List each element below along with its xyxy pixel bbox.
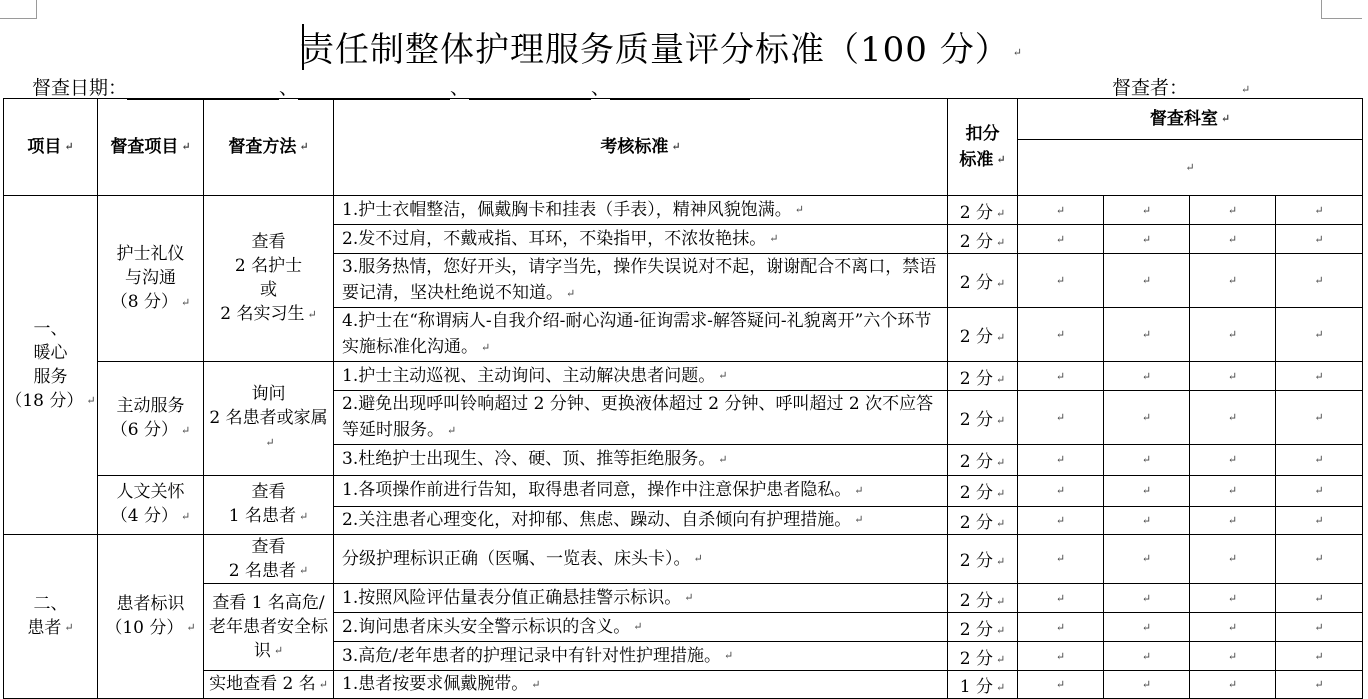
method-cell[interactable] [204, 362, 334, 476]
score-cell-text: 2 分 [959, 368, 993, 389]
dept-score-cell[interactable] [1190, 534, 1276, 584]
dept-score-cell[interactable] [1276, 254, 1363, 308]
paragraph-mark-icon: ↵ [1141, 620, 1152, 634]
paragraph-mark-icon: ↵ [1055, 369, 1066, 383]
paragraph-mark-icon: ↵ [1314, 513, 1324, 527]
paragraph-mark-icon: ↵ [181, 423, 191, 437]
paragraph-mark-icon: ↵ [1141, 369, 1152, 383]
score-cell-text: 1 分 [959, 676, 993, 697]
dept-score-cell[interactable] [1104, 196, 1190, 225]
item-name-cell[interactable] [98, 362, 204, 476]
paragraph-mark-icon: ↵ [1141, 410, 1152, 424]
dept-score-cell[interactable] [1018, 613, 1104, 642]
section-name-cell[interactable] [4, 534, 98, 698]
paragraph-mark-icon: ↵ [1227, 552, 1238, 566]
standard-cell[interactable] [334, 362, 948, 391]
dept-score-cell[interactable] [1018, 196, 1104, 225]
paragraph-mark-icon: ↵ [996, 594, 1006, 608]
standard-cell[interactable] [334, 225, 948, 254]
section-name-cell-text: 一、 暖心 服务 （18 分） [5, 318, 84, 411]
standard-cell[interactable] [334, 475, 948, 506]
score-cell-text: 2 分 [959, 648, 993, 669]
item-name-cell-text: 人文关怀 （4 分） [110, 482, 185, 527]
paragraph-mark-icon: ↵ [299, 509, 309, 523]
dept-score-cell[interactable] [1104, 613, 1190, 642]
method-cell-text: 实地查看 2 名 [209, 674, 316, 694]
dept-score-cell[interactable] [1104, 584, 1190, 613]
dept-score-cell[interactable] [1276, 642, 1363, 671]
score-cell-text: 2 分 [959, 551, 993, 572]
score-cell[interactable] [948, 534, 1018, 584]
score-cell-text: 2 分 [959, 483, 993, 503]
dept-score-cell[interactable] [1018, 308, 1104, 362]
standard-cell-text: 1.患者按要求佩戴腕带。 [342, 674, 529, 694]
dept-score-cell[interactable] [1104, 506, 1190, 534]
paragraph-mark-icon: ↵ [996, 487, 1006, 500]
paragraph-mark-icon: ↵ [318, 677, 328, 691]
paragraph-mark-icon: ↵ [996, 680, 1006, 694]
paragraph-mark-icon: ↵ [1227, 677, 1238, 691]
dept-score-cell[interactable] [1104, 362, 1190, 391]
paragraph-mark-icon: ↵ [854, 483, 864, 497]
standard-cell[interactable] [334, 534, 948, 584]
paragraph-mark-icon: ↵ [1055, 649, 1066, 663]
score-cell[interactable] [948, 584, 1018, 613]
paragraph-mark-icon: ↵ [273, 644, 284, 658]
paragraph-mark-icon: ↵ [996, 277, 1006, 290]
dept-score-cell[interactable] [1276, 362, 1363, 391]
paragraph-mark-icon: ↵ [1241, 82, 1251, 96]
score-cell-text: 2 分 [959, 590, 993, 611]
dept-score-cell[interactable] [1190, 671, 1276, 699]
score-cell-text: 2 分 [959, 619, 993, 640]
paragraph-mark-icon: ↵ [299, 564, 309, 577]
date-label: 督查日期： [32, 77, 128, 99]
method-cell[interactable] [204, 534, 334, 584]
paragraph-mark-icon: ↵ [1227, 274, 1238, 287]
standard-cell-text: 2.询问患者床头安全警示标识的含义。 [342, 616, 631, 637]
paragraph-mark-icon: ↵ [1141, 232, 1152, 246]
paragraph-mark-icon: ↵ [1055, 513, 1066, 527]
dept-score-cell[interactable] [1018, 391, 1104, 445]
dept-score-cell[interactable] [1104, 642, 1190, 671]
dept-score-cell[interactable] [1276, 308, 1363, 362]
paragraph-mark-icon: ↵ [1055, 328, 1066, 341]
paragraph-mark-icon: ↵ [1227, 232, 1238, 246]
header-method[interactable]: 督查方法 ↵ [204, 99, 334, 196]
standard-cell-text: 3.杜绝护士出现生、冷、硬、顶、推等拒绝服务。 [342, 449, 716, 470]
dept-score-cell[interactable] [1190, 362, 1276, 391]
dept-score-cell[interactable] [1190, 225, 1276, 254]
standard-cell[interactable] [334, 444, 948, 475]
dept-score-cell[interactable] [1190, 308, 1276, 362]
dept-score-cell[interactable] [1276, 506, 1363, 534]
standard-cell-text: 分级护理标识正确（医嘱、一览表、床头卡）。 [342, 548, 691, 569]
inspector-label: 督查者： [1112, 77, 1189, 99]
method-cell[interactable] [204, 671, 334, 699]
score-cell-text: 2 分 [959, 273, 993, 293]
dept-score-cell[interactable] [1276, 613, 1363, 642]
title-text: 责任制整体护理服务质量评分标准（100 分） [300, 30, 1010, 70]
dept-score-cell[interactable] [1276, 391, 1363, 445]
paragraph-mark-icon: ↵ [1012, 45, 1023, 59]
score-cell[interactable] [948, 475, 1018, 506]
paragraph-mark-icon: ↵ [1314, 410, 1324, 424]
paragraph-mark-icon: ↵ [854, 513, 864, 527]
dept-score-cell[interactable] [1276, 584, 1363, 613]
standard-cell[interactable] [334, 642, 948, 671]
dept-score-cell[interactable] [1190, 391, 1276, 445]
paragraph-mark-icon: ↵ [1314, 552, 1324, 566]
score-cell[interactable] [948, 671, 1018, 699]
paragraph-mark-icon: ↵ [1055, 453, 1066, 466]
page-corner-mark-right [1321, 0, 1362, 19]
paragraph-mark-icon: ↵ [769, 232, 779, 246]
dept-score-cell[interactable] [1018, 671, 1104, 699]
paragraph-mark-icon: ↵ [1227, 410, 1238, 424]
paragraph-mark-icon: ↵ [1055, 552, 1066, 566]
paragraph-mark-icon: ↵ [794, 203, 804, 217]
paragraph-mark-icon: ↵ [1055, 232, 1066, 246]
score-cell-text: 2 分 [959, 327, 993, 347]
dept-score-cell[interactable] [1190, 642, 1276, 671]
dept-score-cell[interactable] [1190, 584, 1276, 613]
standard-cell[interactable] [334, 671, 948, 699]
date-separator: 、 [450, 77, 470, 99]
standard-cell[interactable] [334, 308, 948, 362]
dept-score-cell[interactable] [1018, 362, 1104, 391]
dept-score-cell[interactable] [1018, 506, 1104, 534]
dept-score-cell[interactable] [1276, 444, 1363, 475]
paragraph-mark-icon: ↵ [181, 295, 191, 309]
paragraph-mark-icon: ↵ [1055, 484, 1066, 497]
dept-score-cell[interactable] [1276, 671, 1363, 699]
paragraph-mark-icon: ↵ [1314, 453, 1324, 466]
table-row [4, 362, 1363, 391]
paragraph-mark-icon: ↵ [1185, 161, 1195, 174]
paragraph-mark-icon: ↵ [181, 509, 191, 523]
paragraph-mark-icon: ↵ [447, 423, 457, 437]
date-separator: 、 [591, 77, 611, 99]
standard-cell[interactable] [334, 254, 948, 308]
paragraph-mark-icon: ↵ [996, 413, 1006, 427]
dept-score-cell[interactable] [1018, 475, 1104, 506]
paragraph-mark-icon: ↵ [718, 452, 728, 466]
dept-score-cell[interactable] [1276, 534, 1363, 584]
paragraph-mark-icon: ↵ [1314, 484, 1324, 497]
dept-score-cell[interactable] [1276, 196, 1363, 225]
paragraph-mark-icon: ↵ [531, 677, 541, 691]
dept-score-cell[interactable] [1276, 225, 1363, 254]
standard-cell-text: 3.高危/老年患者的护理记录中有针对性护理措施。 [342, 645, 721, 666]
paragraph-mark-icon: ↵ [996, 516, 1006, 530]
paragraph-mark-icon: ↵ [1227, 203, 1238, 217]
paragraph-mark-icon: ↵ [1055, 410, 1066, 424]
dept-score-cell[interactable] [1104, 671, 1190, 699]
standard-cell[interactable] [334, 506, 948, 534]
dept-score-cell[interactable] [1104, 254, 1190, 308]
paragraph-mark-icon: ↵ [1227, 328, 1238, 341]
standard-cell-text: 1.护士主动巡视、主动询问、主动解决患者问题。 [342, 365, 716, 386]
paragraph-mark-icon: ↵ [1314, 232, 1324, 246]
paragraph-mark-icon: ↵ [1314, 649, 1324, 663]
header-standard[interactable]: 考核标准 ↵ [334, 99, 948, 196]
dept-score-cell[interactable] [1018, 534, 1104, 584]
paragraph-mark-icon: ↵ [1314, 591, 1324, 605]
score-cell[interactable] [948, 308, 1018, 362]
paragraph-mark-icon: ↵ [1227, 453, 1238, 466]
paragraph-mark-icon: ↵ [1055, 677, 1066, 691]
paragraph-mark-icon: ↵ [265, 435, 275, 449]
standard-cell-text: 2.关注患者心理变化，对抑郁、焦虑、躁动、自杀倾向有护理措施。 [342, 509, 852, 530]
score-cell[interactable] [948, 225, 1018, 254]
document-title[interactable] [300, 22, 1023, 71]
table-row [4, 534, 1363, 584]
dept-score-cell[interactable] [1104, 225, 1190, 254]
paragraph-mark-icon: ↵ [1141, 591, 1152, 605]
standard-cell-text: 4.护士在“称谓病人-自我介绍-耐心沟通-征询需求-解答疑问-礼貌离开”六个环节实施标准化沟通。 [342, 311, 932, 358]
paragraph-mark-icon: ↵ [1227, 649, 1238, 663]
method-cell-text: 查看 1 名患者 [228, 482, 296, 527]
standard-cell[interactable] [334, 584, 948, 613]
paragraph-mark-icon: ↵ [996, 623, 1006, 637]
paragraph-mark-icon: ↵ [996, 555, 1006, 569]
dept-score-cell[interactable] [1018, 444, 1104, 475]
dept-score-cell[interactable] [1190, 254, 1276, 308]
paragraph-mark-icon: ↵ [1055, 203, 1066, 217]
standard-cell-text: 1.各项操作前进行告知，取得患者同意，操作中注意保护患者隐私。 [342, 480, 852, 501]
score-cell[interactable] [948, 642, 1018, 671]
dept-score-cell[interactable] [1104, 308, 1190, 362]
dept-score-cell[interactable] [1104, 475, 1190, 506]
paragraph-mark-icon: ↵ [718, 369, 728, 383]
dept-score-cell[interactable] [1190, 506, 1276, 534]
item-name-cell-text: 护士礼仪 与沟通 （8 分） [110, 244, 185, 313]
item-name-cell-text: 主动服务 （6 分） [110, 396, 185, 440]
date-separator: 、 [279, 77, 299, 99]
page-corner-mark-left [0, 0, 37, 19]
section-name-cell[interactable] [4, 196, 98, 535]
paragraph-mark-icon: ↵ [1141, 328, 1152, 341]
method-cell-text: 查看 1 名高危/老年患者安全标识 [209, 592, 328, 661]
score-cell[interactable] [948, 362, 1018, 391]
standard-cell[interactable] [334, 391, 948, 445]
header-dept[interactable]: 督查科室 ↵ [1018, 99, 1363, 140]
item-name-cell[interactable] [98, 475, 204, 534]
dept-score-cell[interactable] [1104, 444, 1190, 475]
paragraph-mark-icon: ↵ [1227, 513, 1238, 527]
method-cell-text: 查看 2 名护士 或 2 名实习生 [220, 232, 305, 325]
item-name-cell[interactable] [98, 534, 204, 698]
header-item[interactable]: 督查项目 ↵ [98, 99, 204, 196]
paragraph-mark-icon: ↵ [1227, 484, 1238, 497]
dept-score-cell[interactable] [1190, 196, 1276, 225]
standard-cell-text: 3.服务热情，您好开头，请字当先，操作失误说对不起，谢谢配合不离口，禁语要记清，坚决杜绝说不知道。 [342, 257, 937, 304]
paragraph-mark-icon: ↵ [1141, 453, 1152, 466]
method-cell-text: 查看 2 名患者 [228, 536, 296, 581]
score-cell-text: 2 分 [959, 409, 993, 430]
score-cell[interactable] [948, 254, 1018, 308]
paragraph-mark-icon: ↵ [1227, 369, 1238, 383]
dept-name-cell[interactable] [1018, 140, 1363, 196]
inspector-line[interactable] [1112, 73, 1250, 100]
score-cell-text: 2 分 [959, 512, 993, 533]
paragraph-mark-icon: ↵ [307, 307, 317, 321]
standard-cell[interactable] [334, 196, 948, 225]
item-name-cell-text: 患者标识 （10 分） [105, 593, 185, 638]
dept-score-cell[interactable] [1018, 225, 1104, 254]
paragraph-mark-icon: ↵ [1055, 620, 1066, 634]
paragraph-mark-icon: ↵ [1141, 649, 1152, 663]
paragraph-mark-icon: ↵ [1055, 591, 1066, 605]
paragraph-mark-icon: ↵ [1314, 274, 1324, 287]
score-cell[interactable] [948, 196, 1018, 225]
paragraph-mark-icon: ↵ [996, 235, 1006, 249]
paragraph-mark-icon: ↵ [86, 394, 96, 407]
dept-score-cell[interactable] [1190, 444, 1276, 475]
score-cell[interactable] [948, 613, 1018, 642]
paragraph-mark-icon: ↵ [996, 372, 1006, 386]
paragraph-mark-icon: ↵ [64, 621, 74, 635]
paragraph-mark-icon: ↵ [1314, 620, 1324, 634]
paragraph-mark-icon: ↵ [633, 620, 643, 634]
paragraph-mark-icon: ↵ [1314, 203, 1324, 217]
paragraph-mark-icon: ↵ [1227, 620, 1238, 634]
score-cell[interactable] [948, 506, 1018, 534]
section-name-cell-text: 二、 患者 [27, 593, 68, 638]
method-cell[interactable] [204, 196, 334, 362]
standard-cell-text: 2.发不过肩，不戴戒指、耳环，不染指甲，不浓妆艳抹。 [342, 228, 767, 249]
dept-score-cell[interactable] [1276, 475, 1363, 506]
method-cell[interactable] [204, 584, 334, 671]
method-cell[interactable] [204, 475, 334, 534]
paragraph-mark-icon: ↵ [1141, 274, 1152, 287]
scoring-table [3, 98, 1363, 699]
paragraph-mark-icon: ↵ [684, 591, 694, 605]
score-cell-text: 2 分 [959, 452, 993, 472]
paragraph-mark-icon: ↵ [566, 286, 576, 300]
paragraph-mark-icon: ↵ [1141, 552, 1152, 566]
paragraph-mark-icon: ↵ [996, 652, 1006, 666]
paragraph-mark-icon: ↵ [1314, 677, 1324, 691]
table-row [4, 584, 1363, 613]
method-cell-text: 询问 2 名患者或家属 [209, 384, 328, 428]
paragraph-mark-icon: ↵ [1141, 677, 1152, 691]
standard-cell-text: 2.避免出现呼叫铃响超过 2 分钟、更换液体超过 2 分钟、呼叫超过 2 次不应答等延时服务。 [342, 394, 934, 440]
standard-cell[interactable] [334, 613, 948, 642]
header-deduct[interactable]: 扣分 标准 ↵ [948, 99, 1018, 196]
table-row [4, 196, 1363, 225]
standard-cell-text: 1.护士衣帽整洁，佩戴胸卡和挂表（手表），精神风貌饱满。 [342, 199, 792, 220]
paragraph-mark-icon: ↵ [996, 206, 1006, 220]
paragraph-mark-icon: ↵ [996, 331, 1006, 344]
paragraph-mark-icon: ↵ [1141, 513, 1152, 527]
dept-score-cell[interactable] [1190, 613, 1276, 642]
score-cell[interactable] [948, 391, 1018, 445]
inspection-date-line[interactable] [32, 73, 750, 100]
dept-score-cell[interactable] [1104, 534, 1190, 584]
standard-cell-text: 1.按照风险评估量表分值正确悬挂警示标识。 [342, 587, 682, 608]
score-cell[interactable] [948, 444, 1018, 475]
header-project[interactable]: 项目 ↵ [4, 99, 98, 196]
paragraph-mark-icon: ↵ [1227, 591, 1238, 605]
table-row [4, 475, 1363, 506]
paragraph-mark-icon: ↵ [693, 552, 703, 565]
score-cell-text: 2 分 [959, 231, 993, 252]
paragraph-mark-icon: ↵ [1314, 369, 1324, 383]
dept-score-cell[interactable] [1104, 391, 1190, 445]
paragraph-mark-icon: ↵ [723, 649, 734, 663]
paragraph-mark-icon: ↵ [1141, 484, 1152, 497]
table-row [4, 671, 1363, 699]
paragraph-mark-icon: ↵ [1314, 328, 1324, 341]
dept-score-cell[interactable] [1018, 642, 1104, 671]
paragraph-mark-icon: ↵ [481, 340, 491, 354]
paragraph-mark-icon: ↵ [186, 621, 196, 635]
paragraph-mark-icon: ↵ [996, 456, 1006, 469]
dept-score-cell[interactable] [1190, 475, 1276, 506]
paragraph-mark-icon: ↵ [1141, 203, 1152, 217]
score-cell-text: 2 分 [959, 202, 993, 223]
dept-score-cell[interactable] [1018, 584, 1104, 613]
dept-score-cell[interactable] [1018, 254, 1104, 308]
paragraph-mark-icon: ↵ [1055, 274, 1066, 287]
item-name-cell[interactable] [98, 196, 204, 362]
